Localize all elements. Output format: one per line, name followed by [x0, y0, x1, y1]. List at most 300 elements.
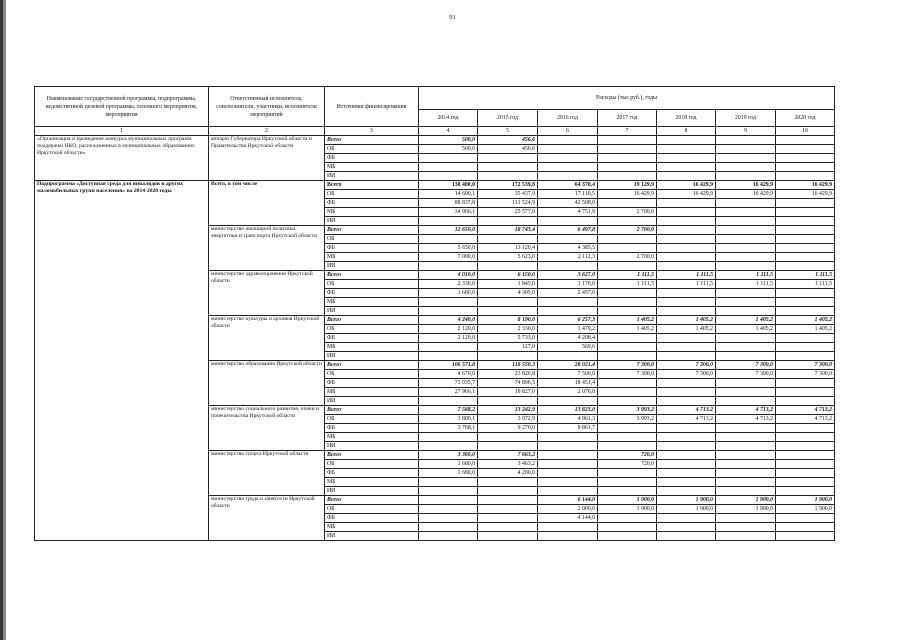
expenses-table: [34, 86, 835, 541]
amount-cell: [657, 289, 716, 298]
funding-source-cell: ОБ: [325, 460, 419, 469]
amount-cell: 1 900,0: [716, 496, 776, 505]
amount-cell: 3 627,0: [538, 271, 598, 280]
amount-cell: 2 457,0: [538, 289, 598, 298]
amount-cell: [776, 442, 835, 451]
amount-cell: [419, 505, 478, 514]
amount-cell: [716, 514, 776, 523]
amount-cell: 138 400,0: [419, 181, 478, 190]
amount-cell: 4 200,0: [478, 469, 538, 478]
amount-cell: 720,0: [598, 460, 657, 469]
program-name-cell: Подпрограмма «Доступная среда для инвалидов и других маломобильных групп населения» на 2014-2020 годы: [35, 181, 209, 541]
amount-cell: [419, 433, 478, 442]
amount-cell: [478, 505, 538, 514]
amount-cell: 1 111,5: [598, 271, 657, 280]
amount-cell: [776, 253, 835, 262]
amount-cell: 1 900,0: [598, 496, 657, 505]
amount-cell: 569,6: [538, 343, 598, 352]
amount-cell: 456,6: [478, 136, 538, 145]
funding-source-cell: МБ: [325, 523, 419, 532]
amount-cell: [657, 460, 716, 469]
amount-cell: [419, 532, 478, 541]
amount-cell: 3 993,2: [598, 406, 657, 415]
amount-cell: 1 900,0: [776, 496, 835, 505]
page-number: 91: [449, 14, 456, 21]
amount-cell: [598, 487, 657, 496]
amount-cell: [478, 532, 538, 541]
amount-cell: 2 330,0: [419, 280, 478, 289]
amount-cell: [538, 145, 598, 154]
header-year: 2018 год: [657, 110, 716, 127]
amount-cell: [716, 397, 776, 406]
column-number: 7: [598, 127, 657, 136]
amount-cell: [538, 487, 598, 496]
amount-cell: 4 208,4: [538, 334, 598, 343]
amount-cell: 16 429,9: [776, 190, 835, 199]
amount-cell: [598, 523, 657, 532]
funding-source-cell: МБ: [325, 298, 419, 307]
amount-cell: [478, 496, 538, 505]
amount-cell: [419, 235, 478, 244]
column-number: 5: [478, 127, 538, 136]
amount-cell: [419, 478, 478, 487]
amount-cell: [776, 532, 835, 541]
amount-cell: [538, 307, 598, 316]
amount-cell: [776, 172, 835, 181]
amount-cell: [716, 154, 776, 163]
amount-cell: 6 144,0: [538, 496, 598, 505]
funding-source-cell: ИИ: [325, 352, 419, 361]
amount-cell: [598, 163, 657, 172]
amount-cell: 720,0: [598, 451, 657, 460]
amount-cell: [716, 235, 776, 244]
amount-cell: 34 966,1: [419, 208, 478, 217]
amount-cell: [657, 163, 716, 172]
header-expenses: Расходы (тыс.руб.), годы: [419, 87, 835, 110]
amount-cell: [716, 163, 776, 172]
amount-cell: [538, 235, 598, 244]
amount-cell: 9 270,0: [478, 424, 538, 433]
column-number: 2: [209, 127, 325, 136]
amount-cell: [478, 235, 538, 244]
amount-cell: 1 405,2: [657, 316, 716, 325]
amount-cell: [598, 424, 657, 433]
amount-cell: 7 300,0: [716, 361, 776, 370]
amount-cell: 4 751,9: [538, 208, 598, 217]
amount-cell: [419, 154, 478, 163]
amount-cell: 16 429,9: [776, 181, 835, 190]
amount-cell: [716, 298, 776, 307]
amount-cell: 16 429,9: [598, 190, 657, 199]
amount-cell: [716, 451, 776, 460]
amount-cell: 1 479,2: [538, 325, 598, 334]
amount-cell: 17 110,5: [538, 190, 598, 199]
funding-source-cell: ОБ: [325, 370, 419, 379]
amount-cell: [478, 163, 538, 172]
funding-source-cell: Всего: [325, 406, 419, 415]
amount-cell: 7 000,0: [419, 253, 478, 262]
amount-cell: 4 670,0: [419, 370, 478, 379]
amount-cell: [716, 442, 776, 451]
amount-cell: 7 300,0: [657, 361, 716, 370]
amount-cell: [657, 388, 716, 397]
funding-source-cell: ИИ: [325, 442, 419, 451]
amount-cell: [776, 343, 835, 352]
amount-cell: [419, 307, 478, 316]
executor-cell: министерство жилищной политики, энергетики и транспорта Иркутской области: [209, 226, 325, 271]
amount-cell: [598, 352, 657, 361]
funding-source-cell: ФБ: [325, 469, 419, 478]
amount-cell: 3 993,2: [598, 415, 657, 424]
amount-cell: 13 120,4: [478, 244, 538, 253]
amount-cell: [657, 307, 716, 316]
amount-cell: [598, 235, 657, 244]
amount-cell: 16 429,9: [716, 181, 776, 190]
amount-cell: 1 900,0: [657, 505, 716, 514]
amount-cell: 6 257,3: [538, 316, 598, 325]
amount-cell: 4 305,0: [478, 289, 538, 298]
amount-cell: [478, 307, 538, 316]
funding-source-cell: МБ: [325, 208, 419, 217]
executor-cell: Всего, в том числе: [209, 181, 325, 226]
amount-cell: [776, 298, 835, 307]
header-funding-source: Источники финансирования: [325, 87, 419, 127]
amount-cell: [716, 523, 776, 532]
funding-source-cell: ОБ: [325, 235, 419, 244]
funding-source-cell: МБ: [325, 478, 419, 487]
column-number: 3: [325, 127, 419, 136]
amount-cell: 6 150,0: [478, 271, 538, 280]
amount-cell: [716, 136, 776, 145]
amount-cell: 1 900,0: [598, 505, 657, 514]
amount-cell: 16 429,9: [657, 190, 716, 199]
funding-source-cell: ОБ: [325, 145, 419, 154]
funding-source-cell: ИИ: [325, 172, 419, 181]
amount-cell: 64 370,4: [538, 181, 598, 190]
amount-cell: [657, 397, 716, 406]
amount-cell: 18 743,4: [478, 226, 538, 235]
amount-cell: [776, 307, 835, 316]
amount-cell: [776, 469, 835, 478]
funding-source-cell: ФБ: [325, 154, 419, 163]
column-number: 4: [419, 127, 478, 136]
amount-cell: 111 524,9: [478, 199, 538, 208]
amount-cell: 500,0: [419, 136, 478, 145]
amount-cell: [776, 208, 835, 217]
amount-cell: [478, 487, 538, 496]
amount-cell: [598, 478, 657, 487]
amount-cell: [776, 262, 835, 271]
amount-cell: 1 111,5: [716, 280, 776, 289]
amount-cell: [598, 199, 657, 208]
amount-cell: 7 300,0: [776, 361, 835, 370]
amount-cell: [598, 289, 657, 298]
amount-cell: 1 170,0: [538, 280, 598, 289]
amount-cell: [419, 496, 478, 505]
amount-cell: 1 111,5: [716, 271, 776, 280]
amount-cell: [598, 298, 657, 307]
amount-cell: [657, 523, 716, 532]
funding-source-cell: Всего: [325, 316, 419, 325]
amount-cell: 1 405,2: [598, 316, 657, 325]
amount-cell: [598, 136, 657, 145]
header-year: 2020 год: [776, 110, 835, 127]
amount-cell: [538, 451, 598, 460]
amount-cell: [538, 298, 598, 307]
amount-cell: 4 961,3: [538, 415, 598, 424]
amount-cell: [716, 244, 776, 253]
amount-cell: [716, 433, 776, 442]
amount-cell: 4 713,2: [776, 406, 835, 415]
amount-cell: 1 900,0: [657, 496, 716, 505]
amount-cell: 5 650,0: [419, 244, 478, 253]
amount-cell: 13 823,0: [538, 406, 598, 415]
scan-edge-shadow: [3, 0, 6, 640]
amount-cell: 500,0: [419, 145, 478, 154]
executor-cell: министерство спорта Иркутской области: [209, 451, 325, 496]
funding-source-cell: ФБ: [325, 379, 419, 388]
amount-cell: [716, 460, 776, 469]
amount-cell: [598, 397, 657, 406]
column-number: 9: [716, 127, 776, 136]
amount-cell: [419, 262, 478, 271]
amount-cell: 4 010,0: [419, 271, 478, 280]
amount-cell: 4 240,0: [419, 316, 478, 325]
amount-cell: [598, 334, 657, 343]
amount-cell: [716, 208, 776, 217]
amount-cell: [716, 343, 776, 352]
amount-cell: [776, 163, 835, 172]
amount-cell: [716, 469, 776, 478]
amount-cell: [657, 226, 716, 235]
amount-cell: [776, 352, 835, 361]
amount-cell: [776, 451, 835, 460]
amount-cell: [716, 226, 776, 235]
amount-cell: 3 463,2: [478, 460, 538, 469]
executor-cell: министерство образования Иркутской области: [209, 361, 325, 406]
amount-cell: [776, 514, 835, 523]
amount-cell: 16 429,9: [657, 181, 716, 190]
amount-cell: [716, 199, 776, 208]
funding-source-cell: ИИ: [325, 307, 419, 316]
amount-cell: [598, 433, 657, 442]
amount-cell: [598, 379, 657, 388]
amount-cell: 1 405,2: [776, 325, 835, 334]
funding-source-cell: Всего: [325, 451, 419, 460]
amount-cell: 1 680,0: [419, 289, 478, 298]
funding-source-cell: МБ: [325, 388, 419, 397]
amount-cell: 88 837,8: [419, 199, 478, 208]
amount-cell: [538, 478, 598, 487]
amount-cell: 2 330,0: [478, 325, 538, 334]
amount-cell: [419, 514, 478, 523]
amount-cell: 8 861,7: [538, 424, 598, 433]
header-year: 2015 год: [478, 110, 538, 127]
amount-cell: [478, 172, 538, 181]
amount-cell: [776, 379, 835, 388]
amount-cell: 1 405,2: [657, 325, 716, 334]
amount-cell: 4 713,2: [716, 415, 776, 424]
amount-cell: 3 768,1: [419, 424, 478, 433]
funding-source-cell: ОБ: [325, 415, 419, 424]
funding-source-cell: ИИ: [325, 217, 419, 226]
amount-cell: [538, 352, 598, 361]
amount-cell: [538, 217, 598, 226]
amount-cell: [598, 244, 657, 253]
amount-cell: [657, 199, 716, 208]
amount-cell: [419, 442, 478, 451]
amount-cell: [776, 199, 835, 208]
amount-cell: [538, 172, 598, 181]
funding-source-cell: Всего: [325, 361, 419, 370]
amount-cell: 1 111,5: [776, 280, 835, 289]
amount-cell: [657, 424, 716, 433]
amount-cell: 7 300,0: [598, 370, 657, 379]
amount-cell: [478, 523, 538, 532]
amount-cell: [776, 217, 835, 226]
amount-cell: [478, 478, 538, 487]
amount-cell: 28 021,4: [538, 361, 598, 370]
amount-cell: 2 700,0: [598, 253, 657, 262]
amount-cell: [776, 235, 835, 244]
amount-cell: [776, 424, 835, 433]
amount-cell: [776, 487, 835, 496]
header-year: 2016 год: [538, 110, 598, 127]
amount-cell: 7 300,0: [776, 370, 835, 379]
amount-cell: 3 972,9: [478, 415, 538, 424]
amount-cell: [716, 253, 776, 262]
amount-cell: [776, 226, 835, 235]
amount-cell: 2 700,0: [598, 226, 657, 235]
amount-cell: 106 571,8: [419, 361, 478, 370]
amount-cell: 35 437,9: [478, 190, 538, 199]
amount-cell: 12 650,0: [419, 226, 478, 235]
amount-cell: [716, 388, 776, 397]
amount-cell: 2 120,0: [419, 325, 478, 334]
amount-cell: [538, 460, 598, 469]
amount-cell: 4 713,2: [776, 415, 835, 424]
amount-cell: [657, 244, 716, 253]
amount-cell: [716, 532, 776, 541]
executor-cell: министерство здравоохранения Иркутской области: [209, 271, 325, 316]
amount-cell: [419, 172, 478, 181]
amount-cell: [716, 172, 776, 181]
amount-cell: 19 827,0: [478, 388, 538, 397]
amount-cell: 118 550,3: [478, 361, 538, 370]
amount-cell: 25 577,0: [478, 208, 538, 217]
amount-cell: 8 190,0: [478, 316, 538, 325]
funding-source-cell: МБ: [325, 253, 419, 262]
funding-source-cell: ОБ: [325, 190, 419, 199]
amount-cell: [776, 244, 835, 253]
amount-cell: [598, 307, 657, 316]
amount-cell: [478, 433, 538, 442]
amount-cell: [419, 487, 478, 496]
amount-cell: 2 120,0: [419, 334, 478, 343]
funding-source-cell: ИИ: [325, 397, 419, 406]
amount-cell: 1 845,0: [478, 280, 538, 289]
funding-source-cell: Всего: [325, 496, 419, 505]
amount-cell: [419, 163, 478, 172]
funding-source-cell: Всего: [325, 226, 419, 235]
amount-cell: [478, 397, 538, 406]
amount-cell: [776, 397, 835, 406]
amount-cell: [538, 523, 598, 532]
amount-cell: [657, 352, 716, 361]
amount-cell: [657, 487, 716, 496]
amount-cell: [657, 532, 716, 541]
amount-cell: 2 070,0: [538, 388, 598, 397]
amount-cell: [478, 352, 538, 361]
amount-cell: [598, 388, 657, 397]
amount-cell: [478, 442, 538, 451]
executor-cell: министерство труда и занятости Иркутской области: [209, 496, 325, 541]
amount-cell: [657, 478, 716, 487]
amount-cell: [657, 451, 716, 460]
amount-cell: [716, 478, 776, 487]
amount-cell: 2 112,3: [538, 253, 598, 262]
amount-cell: [716, 145, 776, 154]
funding-source-cell: ОБ: [325, 280, 419, 289]
expenses-table-container: [34, 86, 835, 541]
amount-cell: [538, 262, 598, 271]
funding-source-cell: ФБ: [325, 244, 419, 253]
amount-cell: 1 405,2: [598, 325, 657, 334]
funding-source-cell: Всего: [325, 271, 419, 280]
amount-cell: [716, 352, 776, 361]
amount-cell: [419, 343, 478, 352]
amount-cell: [657, 379, 716, 388]
amount-cell: [478, 217, 538, 226]
funding-source-cell: ФБ: [325, 424, 419, 433]
amount-cell: 1 405,2: [776, 316, 835, 325]
header-year: 2019 год: [716, 110, 776, 127]
funding-source-cell: ФБ: [325, 199, 419, 208]
amount-cell: 73 935,7: [419, 379, 478, 388]
funding-source-cell: ИИ: [325, 487, 419, 496]
amount-cell: [776, 460, 835, 469]
amount-cell: [538, 442, 598, 451]
amount-cell: 456,6: [478, 145, 538, 154]
amount-cell: [657, 262, 716, 271]
amount-cell: [538, 154, 598, 163]
executor-cell: министерство социального развития, опеки и попечительства Иркутской области: [209, 406, 325, 451]
amount-cell: [716, 334, 776, 343]
amount-cell: [657, 172, 716, 181]
amount-cell: 4 144,0: [538, 514, 598, 523]
amount-cell: [419, 523, 478, 532]
amount-cell: [657, 145, 716, 154]
amount-cell: 5 623,0: [478, 253, 538, 262]
header-executor: Ответственный исполнитель, соисполнители, участники, исполнители мероприятий: [209, 87, 325, 127]
amount-cell: [776, 478, 835, 487]
amount-cell: 23 826,8: [478, 370, 538, 379]
amount-cell: [478, 514, 538, 523]
amount-cell: [776, 433, 835, 442]
amount-cell: [776, 289, 835, 298]
amount-cell: [716, 289, 776, 298]
executor-cell: аппарат Губернатора Иркутской области и Правительства Иркутской области: [209, 136, 325, 181]
funding-source-cell: ИИ: [325, 262, 419, 271]
amount-cell: [657, 343, 716, 352]
amount-cell: 4 385,5: [538, 244, 598, 253]
amount-cell: 42 508,0: [538, 199, 598, 208]
column-number: 6: [538, 127, 598, 136]
amount-cell: [657, 334, 716, 343]
amount-cell: 7 663,2: [478, 451, 538, 460]
amount-cell: [598, 154, 657, 163]
amount-cell: 14 600,1: [419, 190, 478, 199]
